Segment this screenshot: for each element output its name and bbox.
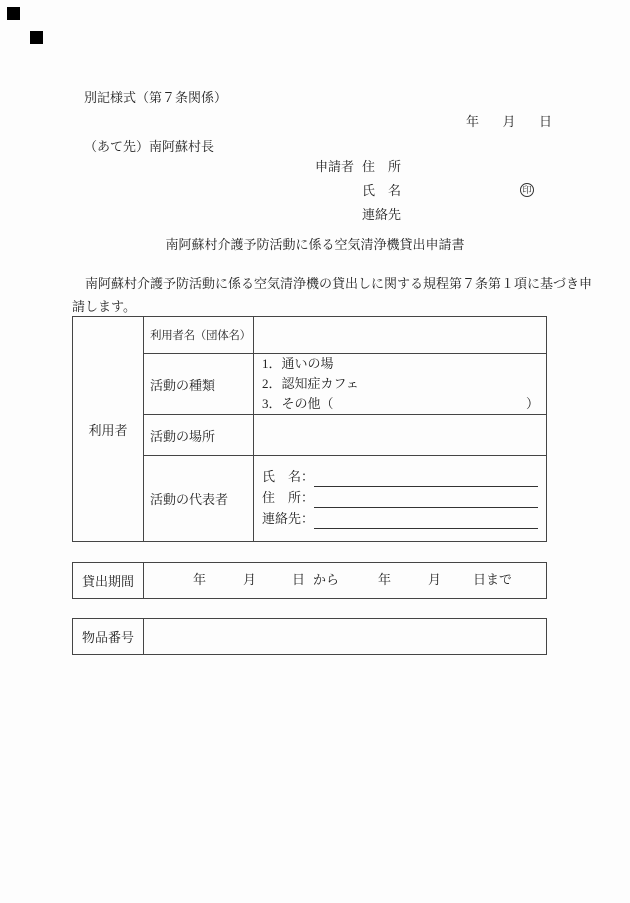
period-from-month-label: 月: [243, 572, 257, 587]
period-to-month-label: 月: [428, 572, 442, 587]
activity-option-3: [262, 394, 546, 414]
applicant-contact-row: [315, 203, 401, 227]
user-group-cell: [73, 317, 144, 542]
representative-name-line: [262, 466, 546, 487]
activity-option-3-suffix: ）: [525, 396, 539, 411]
rental-period-content-cell: [144, 563, 547, 599]
user-name-label: 利用者名（団体名）: [150, 330, 251, 342]
rental-period-row: [73, 563, 547, 599]
activity-option-1: 1．通いの場: [262, 356, 334, 371]
date-line: [466, 111, 552, 130]
representative-address-label: 住 所：: [262, 490, 315, 505]
body-paragraph-line2: 請します。: [72, 299, 136, 314]
rental-period-table: [72, 562, 547, 599]
corner-mark: [30, 31, 43, 44]
representative-label-cell: [144, 456, 254, 542]
name-label: 氏 名: [362, 183, 402, 198]
representative-row: [73, 456, 547, 542]
user-name-row: [73, 317, 547, 354]
item-number-label-cell: [73, 619, 144, 655]
applicant-block: [315, 155, 532, 227]
date-month-label: 月: [502, 114, 516, 129]
activity-type-label-cell: [144, 354, 254, 415]
representative-address-underline: [314, 493, 538, 508]
representative-contact-underline: [314, 514, 538, 529]
representative-contact-line: [262, 508, 546, 529]
corner-mark: [7, 7, 20, 20]
activity-place-label-cell: [144, 415, 254, 456]
document-title: 南阿蘇村介護予防活動に係る空気清浄機貸出申請書: [165, 237, 465, 252]
activity-option-3-prefix: 3．その他（: [262, 396, 334, 411]
representative-fields-cell: [254, 456, 547, 542]
applicant-label: 申請者: [315, 159, 355, 174]
rental-period-label: 貸出期間: [81, 574, 134, 589]
item-number-value-cell: [144, 619, 547, 655]
item-number-row: [73, 619, 547, 655]
item-number-label: 物品番号: [81, 630, 134, 645]
period-from-year-label: 年: [193, 572, 207, 587]
representative-name-label: 氏 名：: [262, 469, 315, 484]
period-from-connector: から: [313, 572, 340, 587]
form-note: 別記様式（第７条関係）: [84, 90, 228, 105]
representative-label: 活動の代表者: [150, 492, 229, 507]
rental-period-label-cell: [73, 563, 144, 599]
applicant-address-row: [315, 155, 401, 179]
body-paragraph-line1: 南阿蘇村介護予防活動に係る空気清浄機の貸出しに関する規程第７条第１項に基づき申: [72, 276, 593, 291]
seal-icon: 印: [520, 183, 534, 197]
period-to-day-label: 日まで: [473, 572, 513, 587]
representative-contact-label: 連絡先：: [262, 511, 315, 526]
user-group-label: 利用者: [88, 422, 128, 438]
address-label: 住 所: [362, 159, 402, 174]
applicant-name-row: [315, 179, 532, 203]
representative-address-line: [262, 487, 546, 508]
user-name-value-cell: [254, 317, 547, 354]
item-number-table: [72, 618, 547, 655]
user-name-label-cell: [144, 317, 254, 354]
activity-place-label: 活動の場所: [150, 428, 216, 444]
user-table: [72, 316, 547, 542]
contact-label: 連絡先: [362, 207, 402, 222]
activity-place-value-cell: [254, 415, 547, 456]
representative-name-underline: [314, 472, 538, 487]
activity-option-3-blank: [334, 394, 526, 414]
date-year-label: 年: [466, 114, 480, 129]
body-paragraph: [72, 272, 593, 318]
activity-type-options-cell: [254, 354, 547, 415]
activity-option-2: 2．認知症カフェ: [262, 376, 359, 391]
period-from-day-label: 日: [292, 572, 306, 587]
date-day-label: 日: [538, 114, 552, 129]
activity-type-row: [73, 354, 547, 415]
period-to-year-label: 年: [378, 572, 392, 587]
activity-place-row: [73, 415, 547, 456]
activity-type-label: 活動の種類: [150, 377, 216, 393]
addressee: （あて先）南阿蘇村長: [84, 139, 215, 154]
